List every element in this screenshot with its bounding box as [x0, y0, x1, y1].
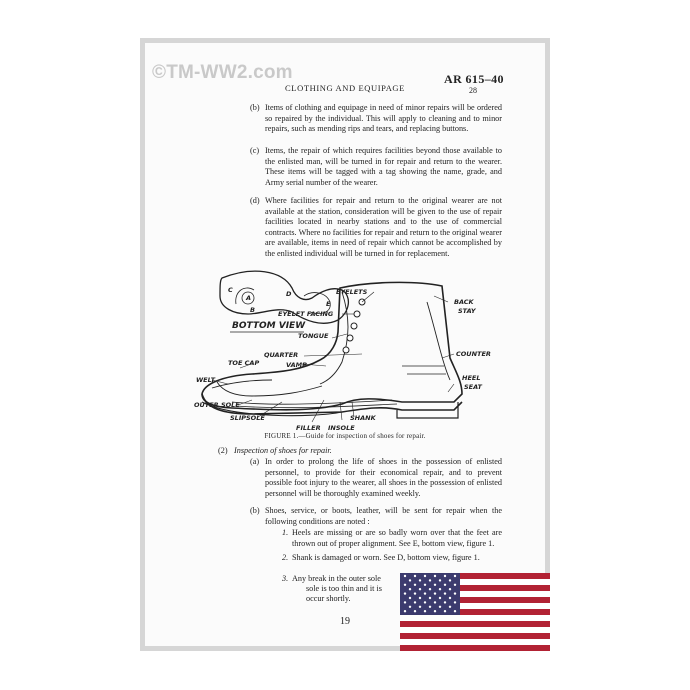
flag-star — [419, 588, 421, 590]
flag-star — [404, 584, 406, 586]
boot-side-view — [202, 282, 462, 418]
flag-star — [424, 601, 426, 603]
flag-star — [429, 597, 431, 599]
label-outer-sole: OUTER SOLE — [194, 401, 240, 409]
flag-stripe — [400, 621, 550, 627]
flag-star — [409, 597, 411, 599]
paragraph-number: 28 — [469, 86, 477, 95]
flag-star — [409, 606, 411, 608]
flag-star — [434, 610, 436, 612]
flag-star — [454, 584, 456, 586]
flag-star — [404, 575, 406, 577]
flag-star — [454, 592, 456, 594]
flag-stripe — [400, 633, 550, 639]
flag-star — [444, 610, 446, 612]
flag-star — [419, 579, 421, 581]
bottom-view-label: BOTTOM VIEW — [232, 321, 306, 331]
item-1-text: Heels are missing or are so badly worn over that the feet are thrown out of proper alignment. See E, bottom view, figure 1. — [292, 528, 502, 548]
flag-star — [444, 584, 446, 586]
flag-stripe — [400, 645, 550, 651]
label-back-stay-1: BACK — [454, 298, 474, 306]
flag-stripe — [400, 639, 550, 645]
flag-star — [409, 588, 411, 590]
flag-star — [454, 575, 456, 577]
flag-star — [404, 601, 406, 603]
item-2-text: Shank is damaged or worn. See D, bottom view, figure 1. — [292, 553, 480, 562]
label-eyelets: EYELETS — [336, 288, 368, 296]
sole-letter-d: D — [286, 290, 292, 298]
label-heel-seat-2: SEAT — [464, 383, 482, 391]
boot-diagram — [192, 262, 492, 437]
section2-b-label: (b) — [250, 506, 260, 515]
flag-star — [414, 575, 416, 577]
flag-star — [454, 610, 456, 612]
para-b-label: (b) — [250, 103, 260, 112]
flag-star — [439, 597, 441, 599]
flag-star — [439, 606, 441, 608]
flag-star — [404, 610, 406, 612]
label-insole: INSOLE — [328, 424, 355, 432]
para-b-text: Items of clothing and equipage in need of minor repairs will be ordered so repaired by the individual. This will apply to cleaning and to minor repairs, such as mending rips and tears, and replacing buttons. — [265, 103, 502, 134]
section2-number: (2) — [218, 446, 228, 455]
figure-caption: FIGURE 1.—Guide for inspection of shoes for repair. — [264, 432, 426, 440]
flag-star — [414, 592, 416, 594]
regulation-number: AR 615–40 — [444, 72, 504, 86]
label-toe-cap: TOE CAP — [228, 359, 260, 367]
label-shank: SHANK — [350, 414, 376, 422]
label-counter: COUNTER — [456, 350, 491, 358]
sole-letter-a: A — [246, 294, 252, 302]
flag-star — [419, 597, 421, 599]
us-flag-icon — [400, 573, 550, 651]
flag-star — [449, 588, 451, 590]
flag-star — [434, 584, 436, 586]
para-d-label: (d) — [250, 196, 260, 205]
para-d-text: Where facilities for repair and return to the original wearer are not available at the station, consideration will be given to the use of repair facilities located in nearby stations and to the use of commercial contracts. Where no facilities for repair and return to the original wearer are available, items in need of repair which cannot be accomplished by the enlisted individual will be turned in for replacement. — [265, 196, 502, 258]
label-tongue: TONGUE — [298, 332, 329, 340]
label-filler: FILLER — [296, 424, 321, 432]
flag-star — [444, 592, 446, 594]
flag-star — [414, 610, 416, 612]
flag-star — [434, 575, 436, 577]
label-slipsole: SLIPSOLE — [230, 414, 265, 422]
flag-star — [409, 579, 411, 581]
label-back-stay-2: STAY — [458, 307, 476, 315]
item-2-number: 2. — [282, 553, 289, 562]
flag-star — [429, 588, 431, 590]
flag-star — [449, 579, 451, 581]
page-number: 19 — [340, 616, 350, 627]
flag-star — [414, 601, 416, 603]
flag-star — [429, 579, 431, 581]
flag-star — [424, 592, 426, 594]
flag-star — [444, 575, 446, 577]
flag-star — [439, 579, 441, 581]
flag-star — [414, 584, 416, 586]
item-1-number: 1. — [282, 528, 289, 537]
flag-stripe — [400, 627, 550, 633]
sole-letter-c: C — [228, 286, 233, 294]
watermark: ©TM-WW2.com — [152, 62, 293, 83]
item-3-text-3: occur shortly. — [306, 594, 351, 603]
sole-letter-b: B — [250, 306, 255, 314]
label-welt: WELT — [196, 376, 216, 384]
item-3-number: 3. — [282, 574, 289, 583]
item-3-text: Any break in the outer sole — [292, 574, 381, 583]
flag-star — [424, 584, 426, 586]
section2-a-text: In order to prolong the life of shoes in the possession of enlisted personnel, to provide for their economical repair, and to prevent possible foot injury to the wearer, all shoes in the possession of enlisted personnel will be thoroughly examined weekly. — [265, 457, 502, 498]
flag-star — [449, 597, 451, 599]
label-quarter: QUARTER — [264, 351, 299, 359]
section-title: CLOTHING AND EQUIPAGE — [285, 83, 405, 93]
flag-stripe — [400, 615, 550, 621]
flag-star — [434, 601, 436, 603]
section2-heading: Inspection of shoes for repair. — [234, 446, 332, 455]
flag-star — [434, 592, 436, 594]
label-heel-seat-1: HEEL — [462, 374, 481, 382]
section2-a-label: (a) — [250, 457, 260, 466]
para-c-label: (c) — [250, 146, 260, 155]
flag-star — [424, 610, 426, 612]
section2-b-text: Shoes, service, or boots, leather, will be sent for repair when the following conditions are noted : — [265, 506, 502, 526]
flag-star — [429, 606, 431, 608]
item-3-text-2: sole is too thin and it is — [306, 584, 382, 593]
sole-letter-e: E — [326, 300, 331, 308]
para-c-text: Items, the repair of which requires facilities beyond those available to the enlisted man, will be turned in for repair and return to the wearer. These items will be tagged with a tag showing the name, grade, and Army serial number of the wearer. — [265, 146, 502, 187]
label-vamp: VAMP — [286, 361, 307, 369]
flag-star — [449, 606, 451, 608]
flag-star — [439, 588, 441, 590]
label-eyelet-facing: EYELET FACING — [278, 310, 334, 318]
flag-star — [444, 601, 446, 603]
flag-star — [404, 592, 406, 594]
flag-star — [424, 575, 426, 577]
flag-star — [419, 606, 421, 608]
flag-star — [454, 601, 456, 603]
